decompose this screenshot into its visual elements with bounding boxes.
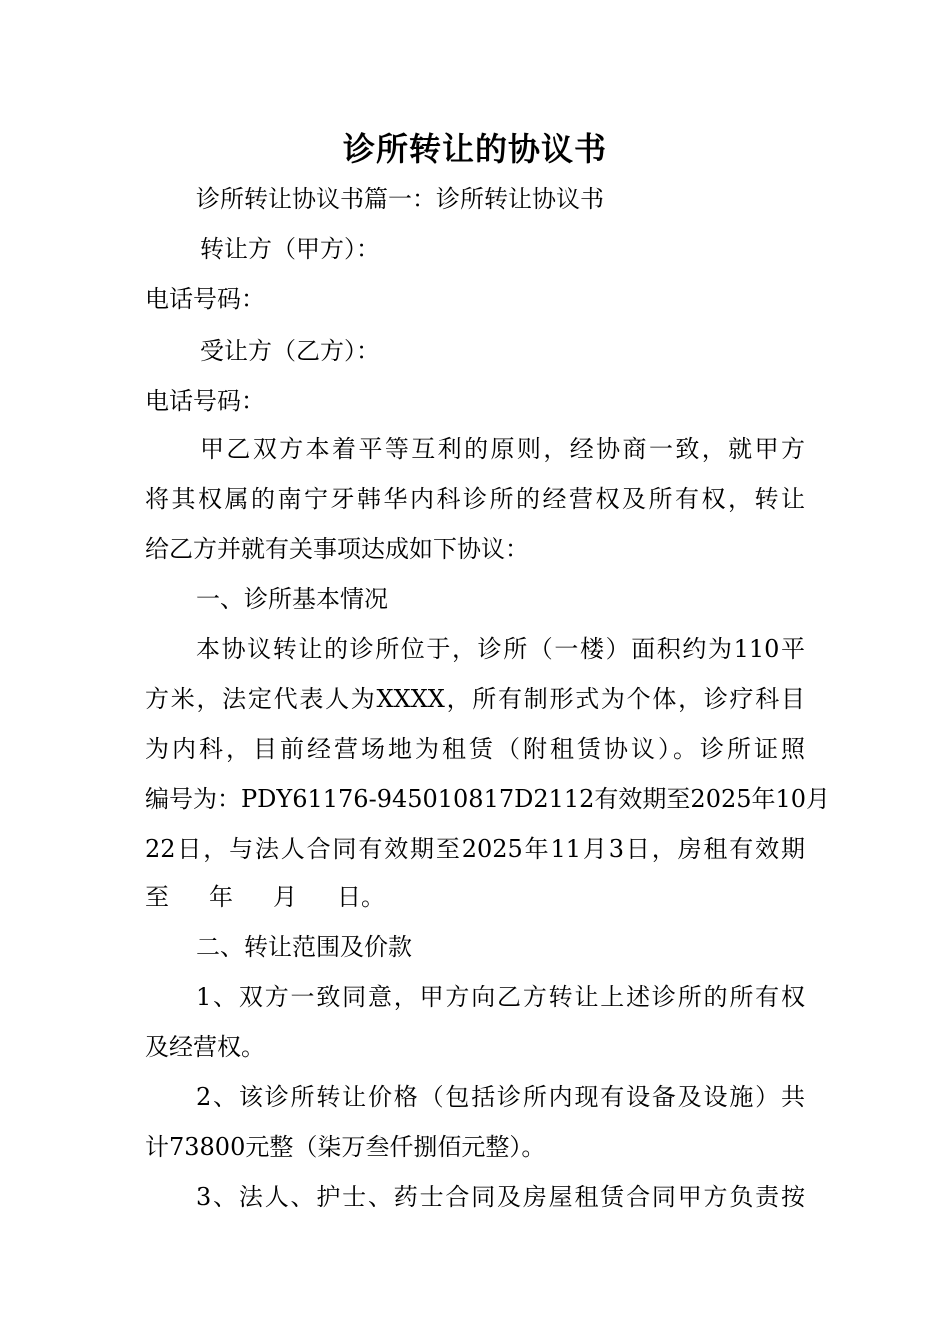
- clause-line: 及经营权。: [145, 1033, 265, 1061]
- transferee-label: 受让方（乙方）：: [200, 337, 380, 365]
- blank-line-part: 年: [209, 883, 233, 911]
- basic-info-paragraph-line: 编号为：PDY61176-945010817D2112有效期至2025年10月: [145, 785, 831, 813]
- document-title: 诊所转让的协议书: [342, 130, 607, 168]
- clause-line: 2、该诊所转让价格（包括诊所内现有设备及设施）共: [196, 1083, 805, 1111]
- section-heading-scope-price: 二、转让范围及价款: [196, 933, 412, 961]
- basic-info-paragraph-line: 为内科，目前经营场地为租赁（附租赁协议）。诊所证照: [145, 735, 805, 763]
- blank-line-part: 至: [145, 883, 169, 911]
- transferee-phone-label: 电话号码：: [145, 387, 265, 415]
- basic-info-paragraph-line: 22日，与法人合同有效期至2025年11月3日，房租有效期: [145, 835, 805, 863]
- transferor-phone-label: 电话号码：: [145, 285, 265, 313]
- intro-paragraph-line: 甲乙双方本着平等互利的原则，经协商一致，就甲方: [200, 435, 805, 463]
- blank-line-part: 月: [273, 883, 297, 911]
- intro-paragraph-line: 给乙方并就有关事项达成如下协议：: [145, 535, 529, 563]
- basic-info-paragraph-line: 方米，法定代表人为XXXX，所有制形式为个体，诊疗科目: [145, 685, 805, 713]
- clause-line: 3、法人、护士、药士合同及房屋租赁合同甲方负责按: [196, 1183, 805, 1211]
- clause-line: 计73800元整（柒万叁仟捌佰元整）。: [145, 1133, 546, 1161]
- section-heading-basic-info: 一、诊所基本情况: [196, 585, 388, 613]
- clause-line: 1、双方一致同意，甲方向乙方转让上述诊所的所有权: [196, 983, 805, 1011]
- transferor-label: 转让方（甲方）：: [200, 235, 380, 263]
- subtitle-line: 诊所转让协议书篇一：诊所转让协议书: [196, 185, 604, 213]
- intro-paragraph-line: 将其权属的南宁牙韩华内科诊所的经营权及所有权，转让: [145, 485, 805, 513]
- rent-validity-blank-line: [145, 872, 385, 922]
- basic-info-paragraph-line: 本协议转让的诊所位于，诊所（一楼）面积约为110平: [196, 635, 805, 663]
- blank-line-part: 日。: [337, 883, 385, 911]
